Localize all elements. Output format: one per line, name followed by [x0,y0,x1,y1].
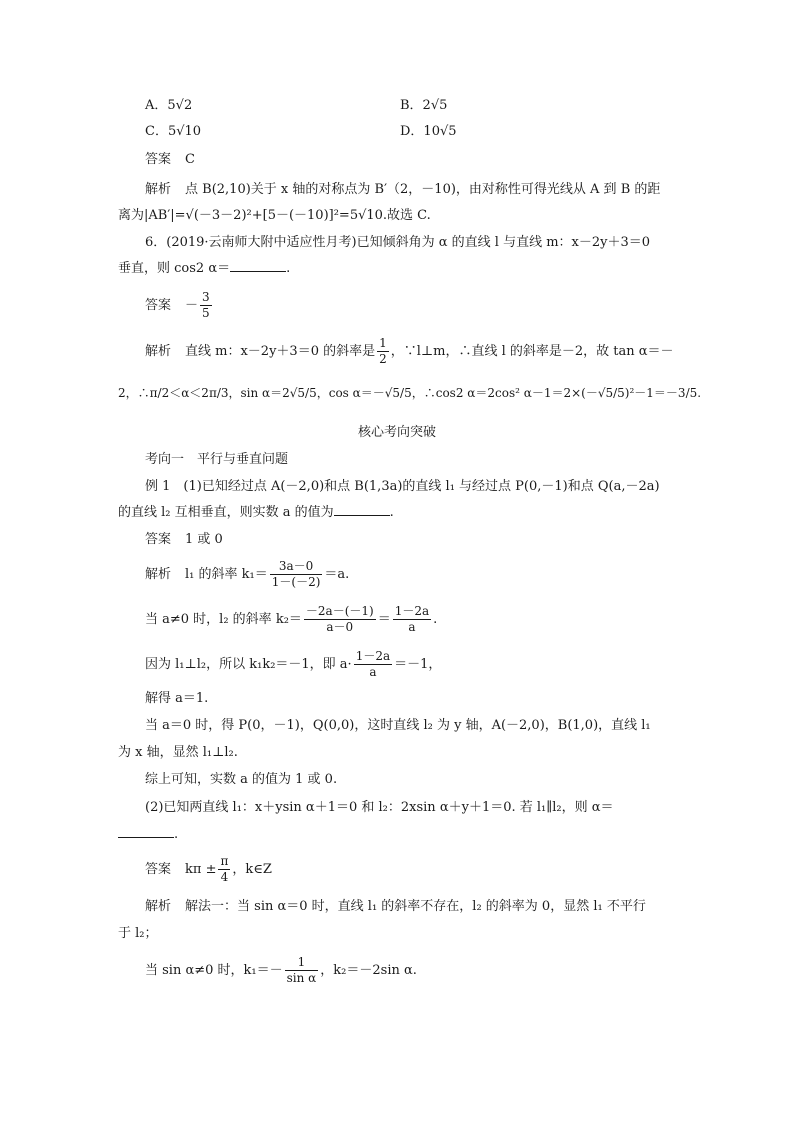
ex1-stem-text: 的直线 l₂ 互相垂直，则实数 a 的值为 [118,505,334,520]
ex1-stem-end: . [389,505,394,520]
last-text: 当 sin α≠0 时，k₁＝－ [145,963,283,978]
q6-answer [145,290,725,322]
analysis-text: 解法一：当 sin α＝0 时，直线 l₁ 的斜率不存在，l₂ 的斜率为 0，显然 l₁ 不平行 [185,899,646,914]
fraction-denominator: a－0 [326,620,354,634]
k2-end: . [433,612,438,627]
slope-fraction [377,336,389,367]
ex1-analysis2-line-1 [145,897,725,917]
option-b: B．2√5 [400,98,448,113]
q5-answer [145,150,725,170]
fraction-numerator: 1 [379,336,387,350]
perp-result: ＝－1， [394,657,442,672]
ex1-solve: 解得 a＝1. [145,691,209,706]
answer-value: C [185,152,195,167]
analysis-text: 点 B(2,10)关于 x 轴的对称点为 B′（2，－10)，由对称性可得光线从 A 到 B 的距 [185,182,661,197]
part2-end: . [174,827,179,842]
fraction-numerator: 3a－0 [270,559,323,575]
analysis-label: 解析 [145,182,172,197]
answer-text-end: ，k∈Z [232,862,272,877]
q6-analysis-line-1 [145,336,725,368]
fraction-denominator: 5 [202,306,210,320]
q6-analysis-line-2: 2，∴π/2＜α＜2π/3，sin α＝2√5/5，cos α＝－√5/5，∴cos2 α＝2cos² α－1＝2×(－√5/5)²－1＝－3/5. [118,386,702,400]
answer-fraction [200,290,212,321]
q5-analysis-line-2: 离为|AB′|=√(－3－2)²+[5－(－10)]²=5√10.故选 C. [118,208,431,223]
q6-stem-text: 垂直，则 cos2 α＝ [118,261,231,276]
answer-value: 1 或 0 [185,532,223,547]
option-a: A．5√2 [145,98,193,113]
ex1-zero-line-2: 为 x 轴，显然 l₁⊥l₂. [118,745,238,760]
answer-label: 答案 [145,862,172,877]
ex1-part2-line-2 [118,825,698,845]
fraction-denominator: a [408,620,416,634]
answer-blank [334,503,390,516]
ex1-stem-line-1: 例 1 (1)已知经过点 A(－2,0)和点 B(1,3a)的直线 l₁ 与经过点 P(0,－1)和点 Q(a,－2a) [145,479,660,494]
answer-blank [230,259,286,272]
analysis-label: 解析 [145,899,172,914]
section-title: 核心考向突破 [357,425,436,440]
ex1-answer-2 [145,853,725,887]
k1-fraction [270,559,323,590]
fraction-numerator: 3 [202,290,210,304]
k1-result: ＝a. [324,567,350,582]
q5-analysis-line-1 [145,180,725,200]
fraction-denominator: 1－(－2) [271,575,321,589]
answer-fraction [218,854,230,885]
last-fraction [285,955,319,986]
fraction-denominator: 4 [220,870,229,884]
fraction-denominator: 2 [379,352,387,366]
q6-stem-line-2 [118,259,698,279]
q6-stem-end: . [286,261,291,276]
ex1-part2-line-1: (2)已知两直线 l₁：x＋ysin α＋1＝0 和 l₂：2xsin α＋y＋1＝0. 若 l₁∥l₂，则 α＝ [145,800,614,815]
k2-equals: ＝ [377,612,391,627]
ex1-k1 [145,558,725,592]
ex1-zero-line-1: 当 a＝0 时，得 P(0，－1)，Q(0,0)，这时直线 l₂ 为 y 轴，A(－2,0)，B(1,0)，直线 l₁ [145,718,651,733]
answer-label: 答案 [145,532,172,547]
analysis-text: 直线 m：x－2y＋3＝0 的斜率是 [185,344,376,359]
option-c: C．5√10 [145,124,202,139]
answer-text: kπ ± [185,862,217,877]
fraction-numerator: －2a－(－1) [305,604,374,618]
ex1-stem-line-2 [118,503,698,523]
answer-blank [118,825,174,838]
q6-stem-line-1: 6．(2019·云南师大附中适应性月考)已知倾斜角为 α 的直线 l 与直线 m：x－2y＋3＝0 [145,235,651,250]
analysis-text-cont: ，∵l⊥m，∴直线 l 的斜率是－2，故 tan α＝－ [390,344,674,359]
perp-text: 因为 l₁⊥l₂，所以 k₁k₂＝－1，即 a· [145,657,352,672]
ex1-perp [145,648,725,682]
fraction-denominator: sin α [286,971,317,985]
answer-label: 答案 [145,298,172,313]
ex1-summary: 综上可知，实数 a 的值为 1 或 0. [145,772,338,787]
k2-fraction [304,604,376,635]
option-row-1 [145,96,725,116]
section-subtitle: 考向一 平行与垂直问题 [145,452,289,467]
fraction-numerator: 1－2a [355,649,391,663]
option-row-2 [145,122,725,142]
ex1-analysis2-line-2: 于 l₂； [118,926,158,941]
k2-fraction-simplified [393,604,431,635]
fraction-numerator: 1 [285,955,319,971]
k2-text: 当 a≠0 时，l₂ 的斜率 k₂＝ [145,612,302,627]
k1-text: l₁ 的斜率 k₁＝ [185,567,268,582]
fraction-numerator: π [220,854,229,868]
perp-fraction [354,649,392,680]
ex1-k2 [145,603,725,637]
ex1-answer [145,530,725,550]
ex1-last-line [145,954,725,988]
last-text-end: ，k₂＝－2sin α. [320,963,417,978]
fraction-denominator: a [369,665,377,679]
fraction-numerator: 1－2a [394,604,430,618]
analysis-label: 解析 [145,344,172,359]
option-d: D．10√5 [400,124,457,139]
analysis-label: 解析 [145,567,172,582]
answer-label: 答案 [145,152,172,167]
answer-sign: － [185,298,199,313]
